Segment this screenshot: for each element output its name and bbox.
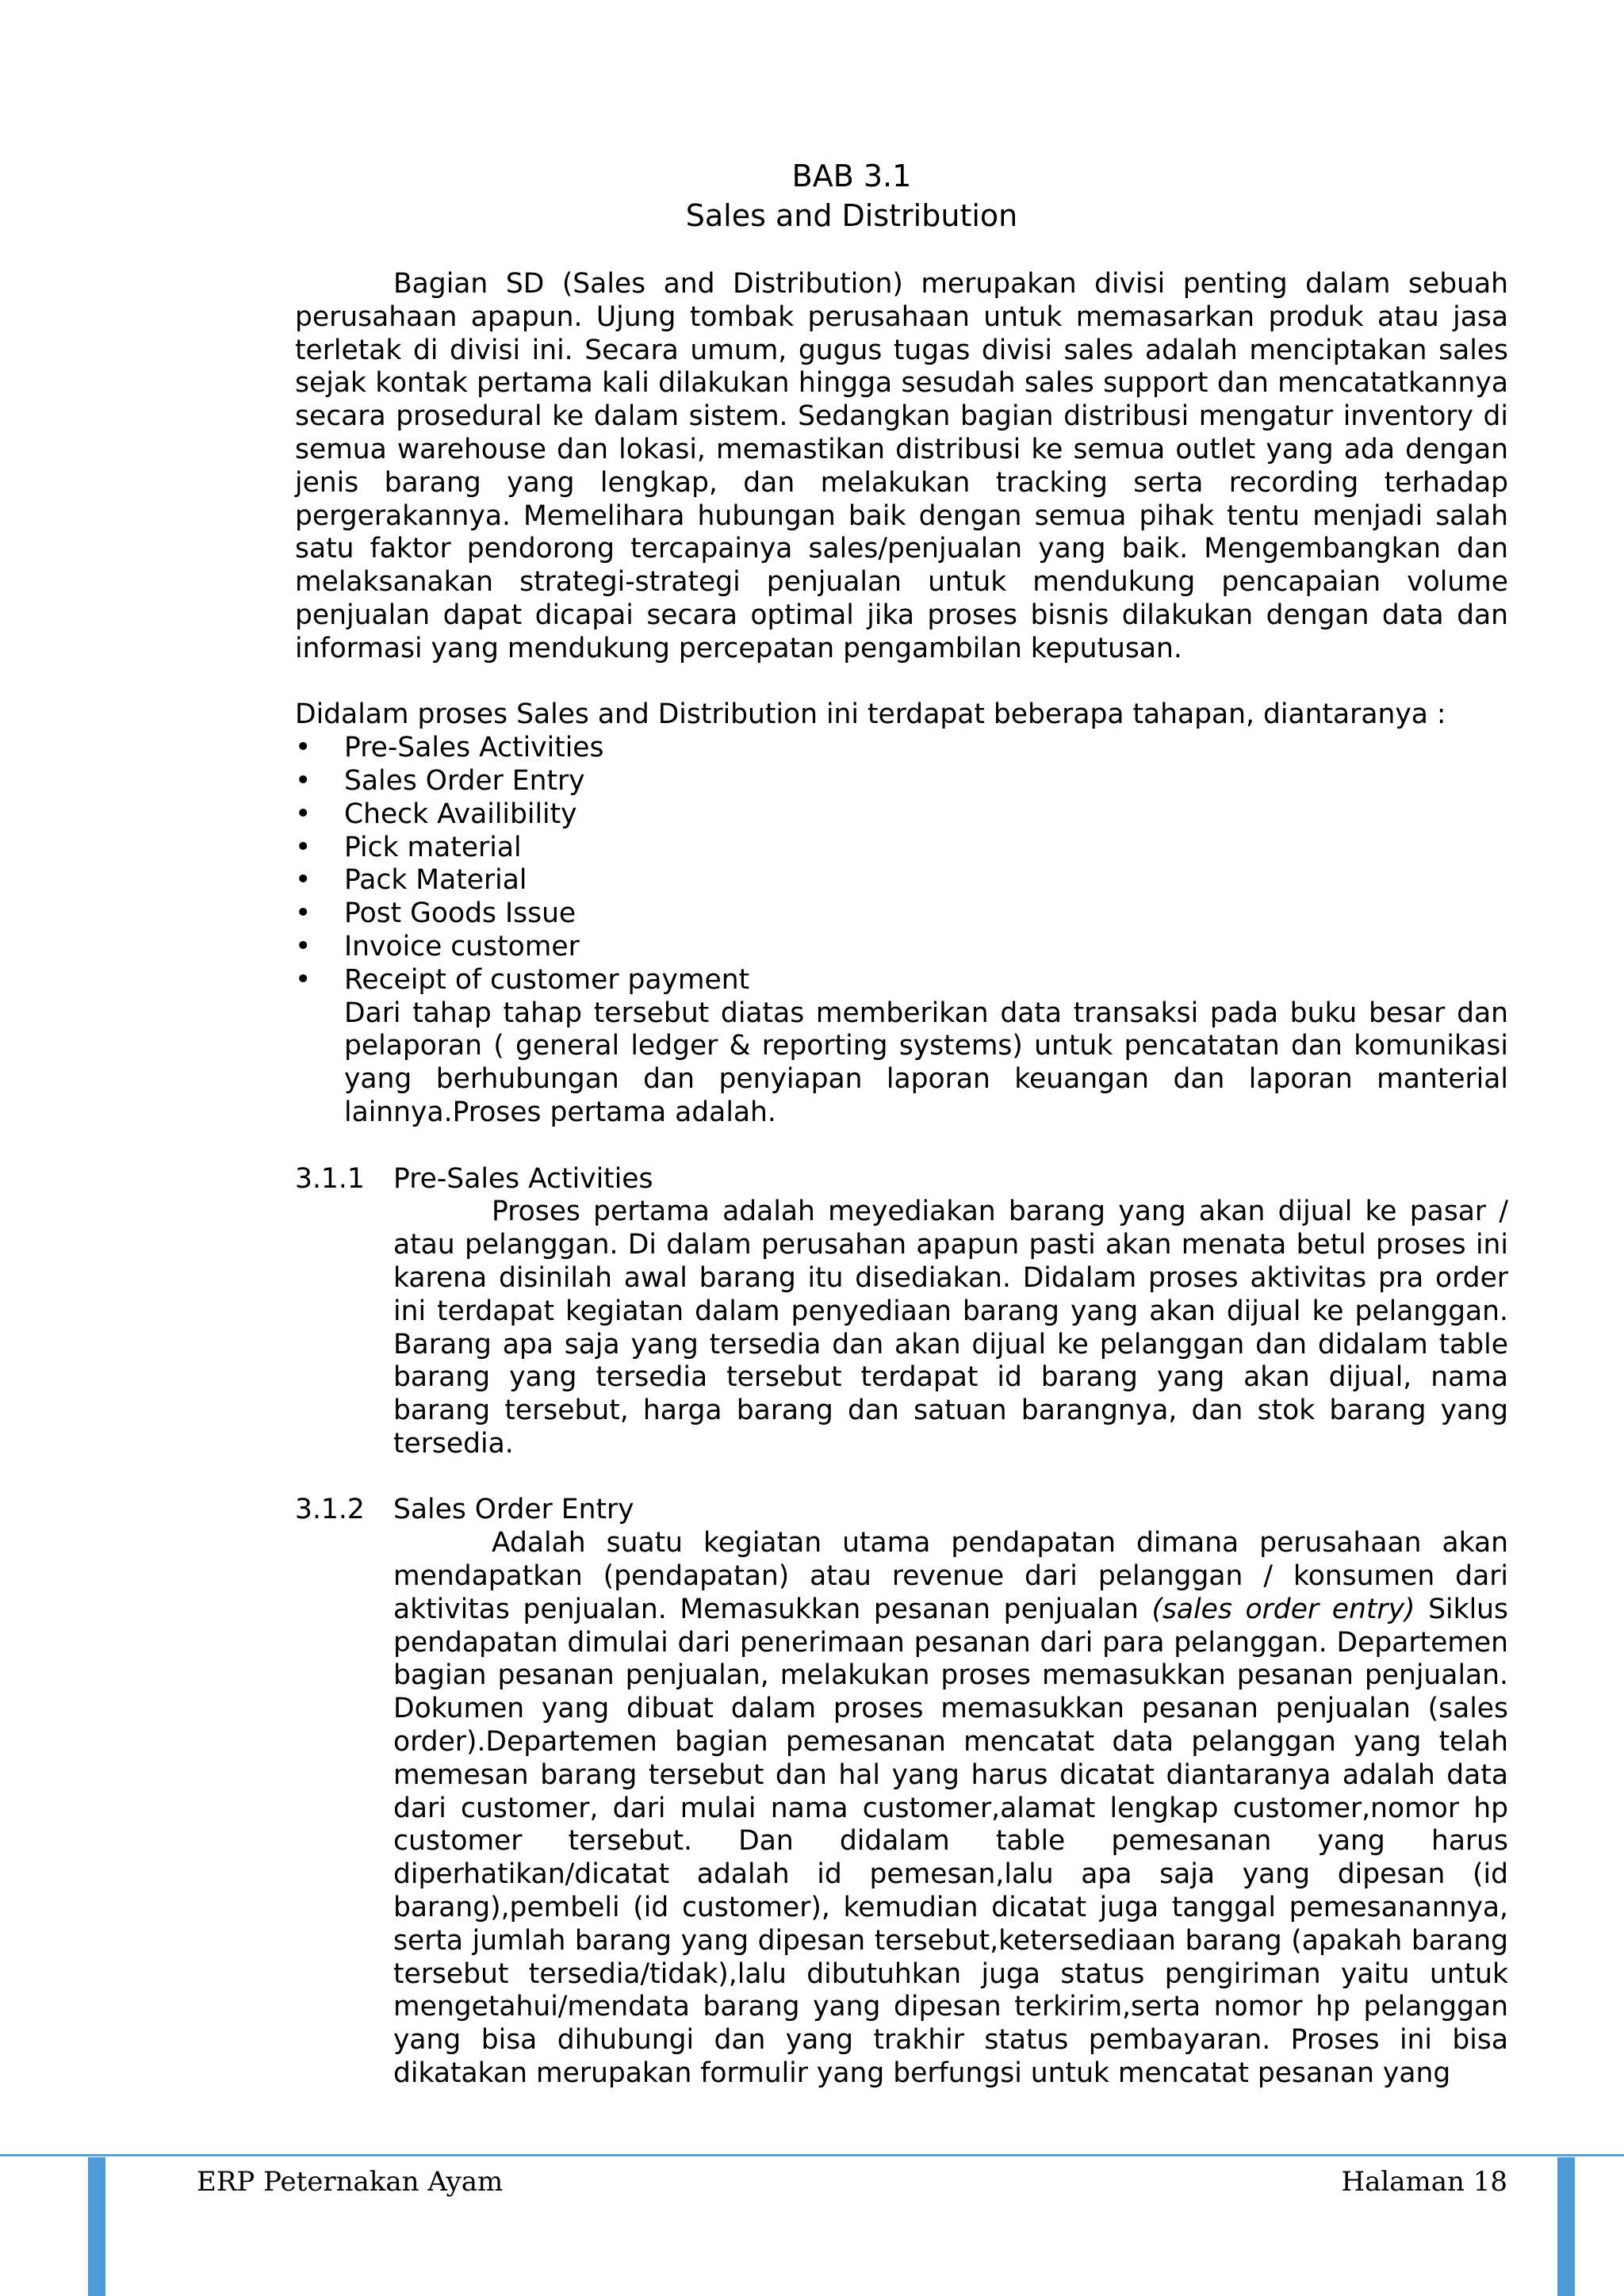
section-311-title: Pre-Sales Activities bbox=[393, 1162, 653, 1195]
list-item-label: Post Goods Issue bbox=[344, 897, 576, 930]
list-item-label: Pick material bbox=[344, 831, 522, 863]
spacer bbox=[295, 1130, 1508, 1163]
list-item-label: Pre-Sales Activities bbox=[344, 732, 604, 764]
list-item-label: Check Availibility bbox=[344, 798, 577, 830]
intro-paragraph: Bagian SD (Sales and Distribution) merupakan divisi penting dalam sebuah perusahaan apapun. Ujung tombak perusahaan untuk memasarkan produk atau jasa terletak di divisi ini. Secara umum, gugus tugas divisi sales adalah menciptakan sales sejak kontak pertama kali dilakukan hingga sesudah sales support dan mencatatkannya secara prosedural ke dalam sistem. Sedangkan bagian distribusi mengatur inventory di semua warehouse dan lokasi, memastikan distribusi ke semua outlet yang ada dengan jenis barang yang lengkap, dan melakukan tracking serta recording terhadap pergerakannya. Memelihara hubungan baik dengan semua pihak tentu menjadi salah satu faktor pendorong tercapainya sales/penjualan yang baik. Mengembangkan dan melaksanakan strategi-strategi penjualan untuk mendukung pencapaian volume penjualan dapat dicapai secara optimal jika proses bisnis dilakukan dengan data dan informasi yang mendukung percepatan pengambilan keputusan. bbox=[295, 268, 1508, 664]
steps-summary: Dari tahap tahap tersebut diatas memberikan data transaksi pada buku besar dan pelaporan ( general ledger & reporting systems) untuk pencatatan dan komunikasi yang berhubungan dan penyiapan laporan keuangan dan laporan manterial lainnya.Proses pertama adalah. bbox=[344, 997, 1508, 1128]
list-item-label: Pack Material bbox=[344, 864, 527, 897]
section-311-body: Proses pertama adalah meyediakan barang yang akan dijual ke pasar / atau pelanggan. Di dalam perusahan apapun pasti akan menata betul proses ini karena disinilah awal barang itu disediakan. Didalam proses aktivitas pra order ini terdapat kegiatan dalam penyediaan barang yang akan dijual ke pelanggan. Barang apa saja yang tersedia dan akan dijual ke pelanggan dan didalam table barang yang tersedia tersebut terdapat id barang yang akan dijual, nama barang tersebut, harga barang dan satuan barangnya, dan stok barang yang tersedia. bbox=[393, 1196, 1508, 1460]
footer-divider bbox=[0, 2154, 1624, 2156]
section-312-body-b: Siklus pendapatan dimulai dari penerimaan pesanan dari para pelanggan. Departemen bagian pesanan penjualan, melakukan proses memasukkan pesanan penjualan. Dokumen yang dibuat dalam proses memasukkan pesanan penjualan (sales order).Departemen bagian pemesanan mencatat data pelanggan yang telah memesan barang tersebut dan hal yang harus dicatat diantaranya adalah data dari customer, dari mulai nama customer,alamat lengkap customer,nomor hp customer tersebut. Dan didalam table pemesanan yang harus diperhatikan/dicatat adalah id pemesan,lalu apa saja yang dipesan (id barang),pembeli (id customer), kemudian dicatat juga tanggal pemesanannya, serta jumlah barang yang dipesan tersebut,ketersediaan barang (apakah barang tersebut tersedia/tidak),lalu dibutuhkan juga status pengiriman yaitu untuk mengetahui/mendata barang yang dipesan terkirim,serta nomor hp pelanggan yang bisa dihubungi dan yang trakhir status pembayaran. Proses ini bisa dikatakan merupakan formulir yang berfungsi untuk mencatat pesanan yang bbox=[393, 1593, 1508, 2090]
footer-right-bar bbox=[1557, 2157, 1575, 2296]
list-item bbox=[295, 897, 1508, 931]
steps-intro: Didalam proses Sales and Distribution ini terdapat beberapa tahapan, diantaranya : bbox=[295, 698, 1446, 731]
spacer bbox=[295, 666, 1508, 699]
section-312-body-a: Adalah suatu kegiatan utama pendapatan dimana perusahaan akan mendapatkan (pendapatan) atau revenue dari pelanggan / konsumen dari aktivitas penjualan. Memasukkan pesanan penjualan bbox=[393, 1527, 1508, 1625]
footer-document-title: ERP Peternakan Ayam bbox=[197, 2166, 504, 2198]
list-item bbox=[295, 832, 1508, 865]
list-item bbox=[295, 798, 1508, 832]
bullet-icon: • bbox=[295, 963, 312, 996]
bullet-icon: • bbox=[295, 732, 312, 764]
list-item bbox=[295, 864, 1508, 897]
section-312-heading bbox=[295, 1494, 1508, 1527]
chapter-number: BAB 3.1 bbox=[791, 159, 912, 193]
section-311-number: 3.1.1 bbox=[295, 1162, 365, 1195]
list-item-label: Sales Order Entry bbox=[344, 764, 585, 797]
spacer bbox=[295, 1461, 1508, 1494]
list-item bbox=[295, 765, 1508, 798]
bullet-icon: • bbox=[295, 930, 312, 962]
list-item bbox=[295, 964, 1508, 997]
section-312-body bbox=[393, 1527, 1508, 2091]
section-312-title: Sales Order Entry bbox=[393, 1494, 634, 1526]
footer-left-bar bbox=[88, 2157, 105, 2296]
section-311-heading bbox=[295, 1163, 1508, 1196]
steps-list bbox=[295, 732, 1508, 997]
bullet-icon: • bbox=[295, 864, 312, 897]
bullet-icon: • bbox=[295, 897, 312, 930]
section-312-number: 3.1.2 bbox=[295, 1494, 365, 1526]
list-item bbox=[295, 931, 1508, 964]
list-item-label: Receipt of customer payment bbox=[344, 963, 750, 996]
list-item-label: Invoice customer bbox=[344, 930, 580, 962]
bullet-icon: • bbox=[295, 764, 312, 797]
bullet-icon: • bbox=[295, 798, 312, 830]
section-312-body-italic: (sales order entry) bbox=[1151, 1593, 1415, 1625]
document-body bbox=[295, 268, 1508, 2091]
footer-page-number: Halaman 18 bbox=[1341, 2166, 1507, 2198]
chapter-title: Sales and Distribution bbox=[685, 198, 1018, 233]
list-item bbox=[295, 732, 1508, 765]
bullet-icon: • bbox=[295, 831, 312, 863]
